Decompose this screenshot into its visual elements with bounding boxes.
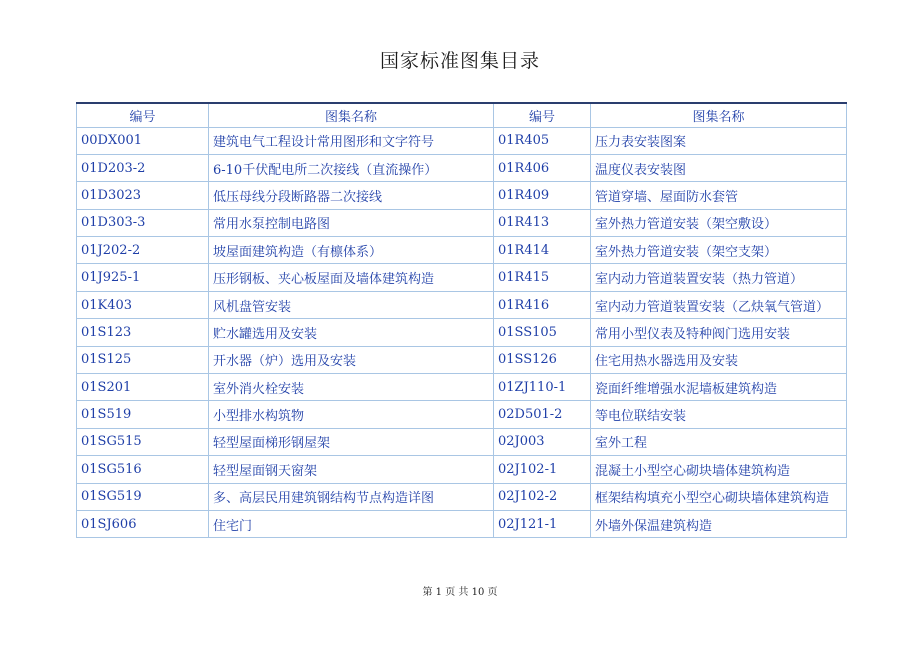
cell-title-left: 多、高层民用建筑钢结构节点构造详图 [209,483,494,510]
cell-title-left: 常用水泵控制电路图 [209,209,494,236]
cell-code-left: 01SG519 [77,483,209,510]
table-row [77,291,847,318]
cell-title-right: 混凝土小型空心砌块墙体建筑构造 [591,456,847,483]
cell-code-left: 01D303-3 [77,209,209,236]
catalog-table [76,102,847,538]
table-row [77,319,847,346]
cell-title-left: 贮水罐选用及安装 [209,319,494,346]
cell-code-right: 02J102-2 [494,483,591,510]
cell-title-right: 温度仪表安装图 [591,154,847,181]
cell-title-left: 轻型屋面梯形钢屋架 [209,428,494,455]
table-row [77,401,847,428]
table-row [77,374,847,401]
header-code-2: 编号 [494,103,591,127]
cell-code-right: 01R406 [494,154,591,181]
cell-code-right: 01R413 [494,209,591,236]
cell-title-right: 等电位联结安装 [591,401,847,428]
cell-code-right: 01ZJ110-1 [494,374,591,401]
header-code-1: 编号 [77,103,209,127]
table-row [77,510,847,537]
cell-code-right: 02D501-2 [494,401,591,428]
table-row [77,428,847,455]
cell-code-left: 01S125 [77,346,209,373]
cell-code-left: 01K403 [77,291,209,318]
cell-code-right: 02J003 [494,428,591,455]
table-row [77,483,847,510]
cell-code-left: 01D3023 [77,182,209,209]
cell-code-right: 01R409 [494,182,591,209]
cell-title-right: 室内动力管道装置安装（热力管道） [591,264,847,291]
cell-title-right: 住宅用热水器选用及安装 [591,346,847,373]
header-name-1: 图集名称 [209,103,494,127]
cell-code-left: 00DX001 [77,127,209,154]
table-row [77,264,847,291]
header-name-2: 图集名称 [591,103,847,127]
page-footer: 第 1 页 共 10 页 [422,587,498,598]
cell-code-right: 02J102-1 [494,456,591,483]
cell-title-left: 低压母线分段断路器二次接线 [209,182,494,209]
table-row [77,154,847,181]
cell-code-left: 01SG515 [77,428,209,455]
cell-title-left: 建筑电气工程设计常用图形和文字符号 [209,127,494,154]
cell-title-left: 6-10千伏配电所二次接线（直流操作） [209,154,494,181]
cell-title-left: 开水器（炉）选用及安装 [209,346,494,373]
table-row [77,182,847,209]
cell-title-right: 外墙外保温建筑构造 [591,510,847,537]
table-header-row [77,103,847,127]
cell-title-right: 管道穿墙、屋面防水套管 [591,182,847,209]
page-title: 国家标准图集目录 [379,50,540,72]
cell-title-left: 轻型屋面钢天窗架 [209,456,494,483]
cell-title-right: 室内动力管道装置安装（乙炔氧气管道） [591,291,847,318]
cell-code-right: 01R414 [494,237,591,264]
cell-title-left: 坡屋面建筑构造（有檩体系） [209,237,494,264]
cell-title-right: 框架结构填充小型空心砌块墙体建筑构造 [591,483,847,510]
cell-code-left: 01D203-2 [77,154,209,181]
cell-title-right: 瓷面纤维增强水泥墙板建筑构造 [591,374,847,401]
cell-code-left: 01SG516 [77,456,209,483]
cell-code-left: 01SJ606 [77,510,209,537]
cell-code-left: 01J925-1 [77,264,209,291]
cell-title-right: 常用小型仪表及特种阀门选用安装 [591,319,847,346]
cell-title-left: 住宅门 [209,510,494,537]
cell-code-right: 02J121-1 [494,510,591,537]
cell-code-left: 01S519 [77,401,209,428]
cell-title-left: 小型排水构筑物 [209,401,494,428]
cell-code-left: 01S201 [77,374,209,401]
cell-title-left: 压形钢板、夹心板屋面及墙体建筑构造 [209,264,494,291]
cell-title-left: 室外消火栓安装 [209,374,494,401]
table-row [77,456,847,483]
cell-code-right: 01SS126 [494,346,591,373]
table-row [77,346,847,373]
cell-title-right: 室外工程 [591,428,847,455]
cell-code-right: 01R415 [494,264,591,291]
table-row [77,127,847,154]
table-row [77,237,847,264]
cell-code-right: 01SS105 [494,319,591,346]
table-row [77,209,847,236]
cell-title-right: 压力表安装图案 [591,127,847,154]
cell-title-left: 风机盘管安装 [209,291,494,318]
cell-code-left: 01S123 [77,319,209,346]
cell-title-right: 室外热力管道安装（架空敷设） [591,209,847,236]
cell-code-right: 01R405 [494,127,591,154]
cell-code-left: 01J202-2 [77,237,209,264]
cell-title-right: 室外热力管道安装（架空支架） [591,237,847,264]
cell-code-right: 01R416 [494,291,591,318]
